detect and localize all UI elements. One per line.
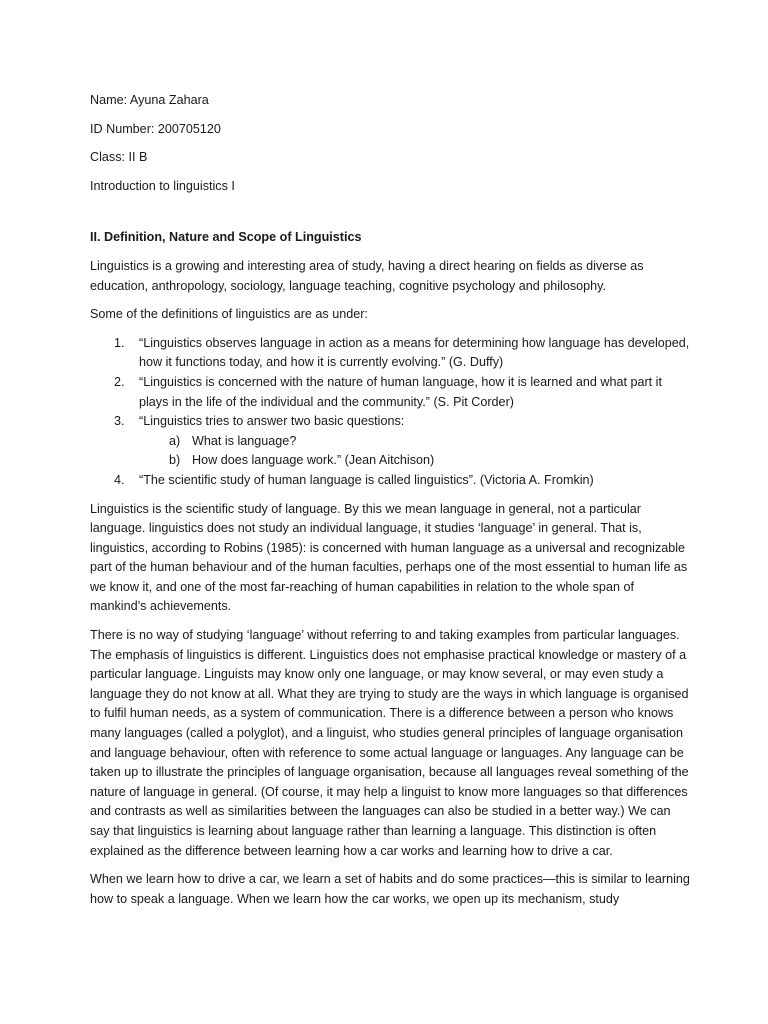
body-paragraph: Linguistics is the scientific study of language. By this we mean language in general, not a particular language. linguistics does not study an individual language, it studies ‘language’ in general. That is, linguistics, according to Robins (1985): is concerned with human language as a universal and recognizable part of the human behaviour and of the human faculties, perhaps one of the most essential to human life as we know it, and one of the most far-reaching of human capabilities in relation to the whole span of mankind’s achievements. (90, 501, 688, 614)
definition-item (90, 373, 690, 412)
course-title: Introduction to linguistics I (90, 178, 235, 193)
body-paragraph: There is no way of studying ‘language’ without referring to and taking examples from particular languages. The emphasis of linguistics is different. Linguistics does not emphasise practical knowledge or mastery of a particular language. Linguists may know only one language, or may know several, or may even study a language they do not know at all. What they are trying to study are the ways in which language is organised to fulfil human needs, as a system of communication. There is a difference between a person who knows many languages (called a polyglot), and a linguist, who studies general principles of language organisation and language behaviour, often with reference to some actual language or languages. Any language can be taken up to illustrate the principles of language organisation, because all languages reveal something of the nature of language in general. (Of course, it may help a linguist to know more languages so that differences and contrasts as well as similarities between the languages can also be studied in a better way.) We can say that linguistics is learning about language rather than learning a language. This distinction is often explained as the difference between learning how a car works and learning how to drive a car. (90, 628, 689, 858)
subquestion-list (139, 432, 690, 471)
definition-number: 3. (114, 414, 125, 429)
definition-number: 2. (114, 374, 125, 389)
header-spacer (90, 205, 690, 228)
definition-item (90, 412, 690, 471)
subquestion-text: What is language? (192, 433, 297, 448)
body-paragraph: When we learn how to drive a car, we learn a set of habits and do some practices—this is similar to learning how to speak a language. When we learn how the car works, we open up its mechanism, study (90, 872, 690, 906)
student-name: Name: Ayuna Zahara (90, 93, 209, 107)
subquestion-letter: b) (169, 453, 181, 468)
student-class: Class: II B (90, 150, 148, 165)
definition-item (90, 471, 690, 491)
document-body (90, 91, 690, 918)
definitions-list (90, 334, 690, 491)
definition-number: 4. (114, 472, 125, 487)
definition-number: 1. (114, 335, 125, 350)
section-heading: II. Definition, Nature and Scope of Linguistics (90, 230, 362, 245)
subquestion-item (139, 432, 690, 452)
student-id-number: ID Number: 200705120 (90, 121, 221, 136)
subquestion-item (139, 451, 690, 471)
definition-text: “Linguistics tries to answer two basic questions: (139, 414, 405, 429)
definition-text: “The scientific study of human language is called linguistics”. (Victoria A. Fromkin) (139, 472, 594, 487)
subquestion-text: How does language work.” (Jean Aitchison) (192, 453, 435, 468)
intro-paragraph: Linguistics is a growing and interesting area of study, having a direct hearing on fields as diverse as education, anthropology, sociology, language teaching, cognitive psychology and philosophy. (90, 258, 644, 293)
definition-item (90, 334, 690, 373)
subquestion-letter: a) (169, 433, 181, 448)
definition-text: “Linguistics observes language in action as a means for determining how language has developed, how it functions today, and how it is currently evolving.” (G. Duffy) (139, 335, 690, 370)
definition-text: “Linguistics is concerned with the nature of human language, how it is learned and what part it plays in the life of the individual and the community.” (S. Pit Corder) (139, 374, 662, 409)
definitions-lead: Some of the definitions of linguistics are as under: (90, 307, 368, 322)
